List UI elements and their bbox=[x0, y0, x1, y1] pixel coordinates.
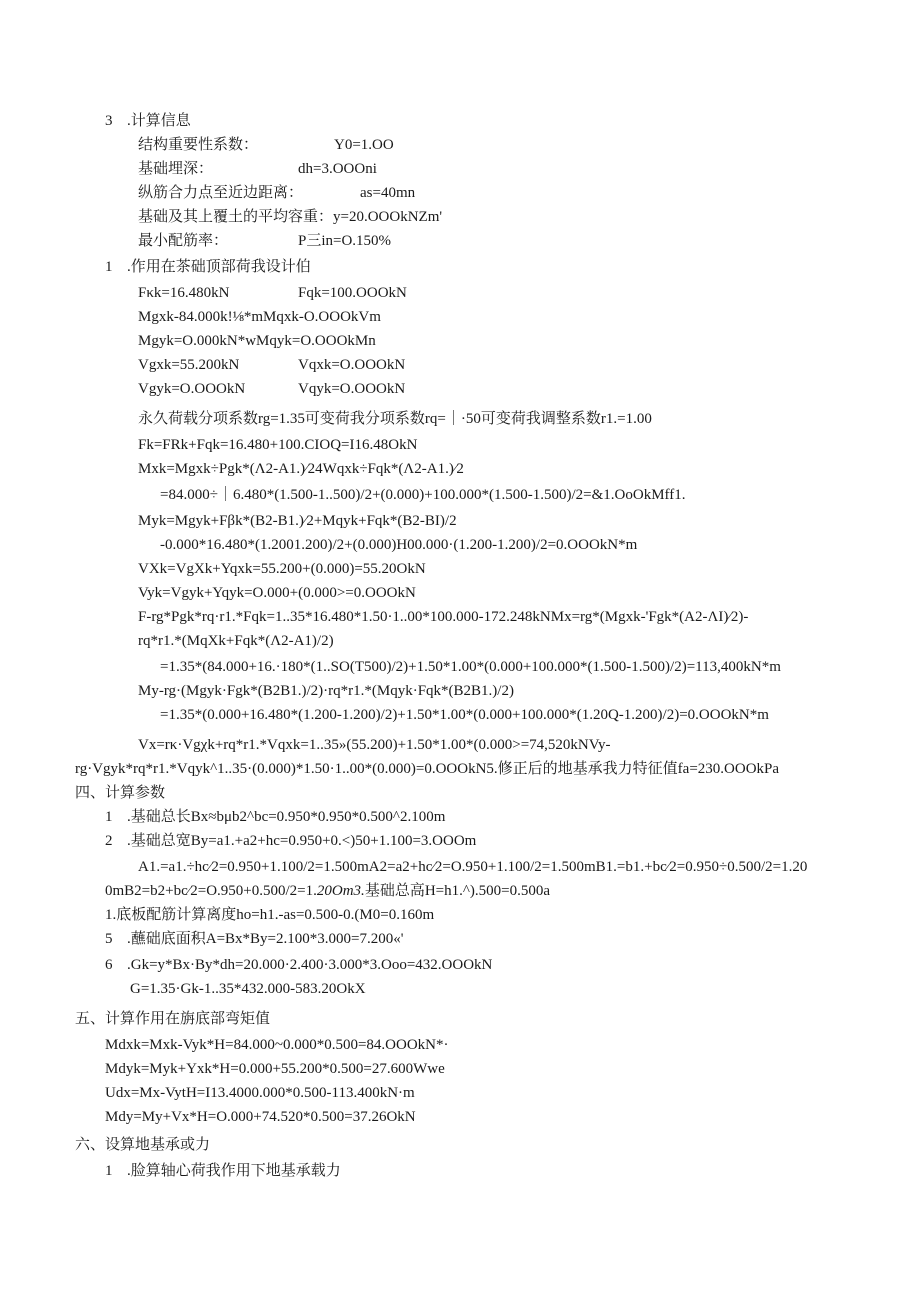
load-value: Mgyk=O.000kN*wMqyk=O.OOOkMn bbox=[138, 333, 376, 349]
formula-line: Vx=rκ·Vgχk+rq*r1.*Vqxk=1..35»(55.200)+1.50*1.00*(0.000>=74,520kNVy- bbox=[138, 737, 611, 753]
load-value: Vqyk=O.OOOkN bbox=[298, 381, 406, 397]
item-number: 1 bbox=[105, 1163, 113, 1179]
section-6-heading: 六、设算地基承或力 bbox=[75, 1137, 211, 1153]
formula-line: 永久荷载分项系数rg=1.35可变荷我分项系数rq=｜·50可变荷我调整系数r1.=1.00 bbox=[138, 411, 652, 427]
formula-line: My-rg·(Mgyk·Fgk*(B2B1.)/2)·rq*r1.*(Mqyk·Fqk*(B2B1.)/2) bbox=[138, 683, 514, 699]
subsection-title: .脸算轴心荷我作用下地基承载力 bbox=[127, 1163, 341, 1179]
formula-line: rq*r1.*(MqXk+Fqk*(Λ2-A1)/2) bbox=[138, 633, 334, 649]
info-row bbox=[138, 183, 415, 203]
info-row bbox=[138, 135, 394, 155]
param-text: .蘸础底面积A=Bx*By=2.100*3.000=7.200«' bbox=[127, 931, 404, 947]
section-number: 3 bbox=[105, 113, 113, 129]
load-pair-row bbox=[138, 355, 405, 375]
item-number: 6 bbox=[105, 957, 113, 973]
subsection-heading bbox=[105, 1161, 341, 1181]
formula-line: Fk=FRk+Fqk=16.480+100.CIOQ=I16.48OkN bbox=[138, 437, 418, 453]
info-label: 结构重要性系数： bbox=[138, 137, 259, 153]
param-line: A1.=a1.÷hc⁄2=0.950+1.100/2=1.500mA2=a2+hc⁄2=O.950+1.100/2=1.500mB1.=b1.+bc⁄2=0.950÷0.500/2=1.20 bbox=[138, 859, 808, 875]
formula-line: Mxk=Mgxk÷Pgk*(Λ2-A1.)⁄24Wqxk÷Fqk*(Λ2-A1.)⁄2 bbox=[138, 461, 464, 477]
section-title: .作用在茶础顶部荷我设计伯 bbox=[127, 259, 311, 275]
formula-line: =1.35*(84.000+16.·180*(1..SO(T500)/2)+1.50*1.00*(0.000+100.000*(1.500-1.500)/2)=113,400kN*m bbox=[160, 659, 781, 675]
formula-line: rg·Vgyk*rq*r1.*Vqyk^1..35·(0.000)*1.50·1..00*(0.000)=0.OOOkN5.修正后的地基承我力特征值fa=230.OOOkPa bbox=[75, 761, 780, 777]
load-pair-row bbox=[138, 379, 405, 399]
item-number: 5 bbox=[105, 931, 113, 947]
section-5-heading: 五、计算作用在旃底部弯矩值 bbox=[75, 1011, 271, 1027]
moment-line: Mdxk=Mxk-Vyk*H=84.000~0.000*0.500=84.OOOkN*· bbox=[105, 1037, 449, 1053]
formula-line: Myk=Mgyk+Fβk*(B2-B1.)⁄2+Mqyk+Fqk*(B2-BI)/2 bbox=[138, 513, 457, 529]
info-value: Y0=1.OO bbox=[334, 137, 394, 153]
param-text: 0mB2=b2+bc⁄2=O.950+0.500/2=1. bbox=[105, 883, 317, 899]
moment-line: Mdy=My+Vx*H=O.000+74.520*0.500=37.26OkN bbox=[105, 1109, 416, 1125]
formula-line: -0.000*16.480*(1.2001.200)/2+(0.000)H00.000·(1.200-1.200)/2=0.OOOkN*m bbox=[160, 537, 638, 553]
item-number: 1 bbox=[105, 809, 113, 825]
moment-line: Udx=Mx-VytH=I13.4000.000*0.500-113.400kN·m bbox=[105, 1085, 415, 1101]
load-value: Vgyk=O.OOOkN bbox=[138, 381, 246, 397]
moment-line: Mdyk=Myk+Yxk*H=0.000+55.200*0.500=27.600Wwe bbox=[105, 1061, 445, 1077]
formula-line: =84.000÷｜6.480*(1.500-1..500)/2+(0.000)+100.000*(1.500-1.500)/2=&1.OoOkMff1. bbox=[160, 487, 686, 503]
load-value: Fqk=100.OOOkN bbox=[298, 285, 407, 301]
info-row bbox=[138, 231, 391, 251]
formula-line: =1.35*(0.000+16.480*(1.200-1.200)/2)+1.50*1.00*(0.000+100.000*(1.20Q-1.200)/2)=0.OOOkN*m bbox=[160, 707, 769, 723]
load-pair-row bbox=[138, 307, 381, 327]
load-value: Vqxk=O.OOOkN bbox=[298, 357, 406, 373]
param-line bbox=[105, 929, 403, 949]
formula-line: VXk=VgXk+Yqxk=55.200+(0.000)=55.20OkN bbox=[138, 561, 426, 577]
load-value: Vgxk=55.200kN bbox=[138, 357, 240, 373]
param-line bbox=[105, 881, 550, 901]
param-line: G=1.35·Gk-1..35*432.000-583.20OkX bbox=[130, 981, 366, 997]
info-value: P三in=O.150% bbox=[298, 233, 392, 249]
load-pair-row bbox=[138, 283, 407, 303]
load-pair-row bbox=[138, 331, 376, 351]
param-text: 基础总高H=h1.^).500=0.500a bbox=[364, 883, 551, 899]
param-line bbox=[105, 807, 445, 827]
section-1-heading bbox=[105, 257, 311, 277]
param-text: .基础总长Bx≈bμb2^bc=0.950*0.950*0.500^2.100m bbox=[127, 809, 446, 825]
formula-line: F-rg*Pgk*rq·r1.*Fqk=1..35*16.480*1.50·1..00*100.000-172.248kNMx=rg*(Mgxk-'Fgk*(A2-ΛI)⁄2)- bbox=[138, 609, 749, 625]
param-text: .Gk=y*Bx·By*dh=20.000·2.400·3.000*3.Ooo=432.OOOkN bbox=[127, 957, 493, 973]
load-value: Fκk=16.480kN bbox=[138, 285, 230, 301]
item-number: 2 bbox=[105, 833, 113, 849]
section-number: 1 bbox=[105, 259, 113, 275]
param-line: 1.底板配筋计算离度ho=h1.-as=0.500-0.(M0=0.160m bbox=[105, 907, 435, 923]
info-value: as=40mn bbox=[360, 185, 416, 201]
info-label: 基础埋深： bbox=[138, 161, 214, 177]
info-label: 纵筋合力点至近边距离： bbox=[138, 185, 304, 201]
param-line bbox=[105, 831, 476, 851]
param-text: 20Om3. bbox=[316, 883, 365, 899]
info-row bbox=[138, 159, 377, 179]
formula-line: Vyk=Vgyk+Yqyk=O.000+(0.000>=0.OOOkN bbox=[138, 585, 416, 601]
param-text: .基础总宽By=a1.+a2+hc=0.950+0.<)50+1.100=3.OOOm bbox=[127, 833, 477, 849]
section-4-heading: 四、计算参数 bbox=[75, 785, 166, 801]
info-row bbox=[138, 207, 442, 227]
section-title: .计算信息 bbox=[127, 113, 191, 129]
info-label: 最小配筋率： bbox=[138, 233, 229, 249]
load-value: Mgxk-84.000k!⅛*mMqxk-O.OOOkVm bbox=[138, 309, 381, 325]
info-value: y=20.OOOkNZm' bbox=[333, 209, 443, 225]
info-label: 基础及其上覆土的平均容重： bbox=[138, 209, 334, 225]
param-line bbox=[105, 955, 492, 975]
section-3-heading bbox=[105, 111, 191, 131]
info-value: dh=3.OOOni bbox=[298, 161, 377, 177]
